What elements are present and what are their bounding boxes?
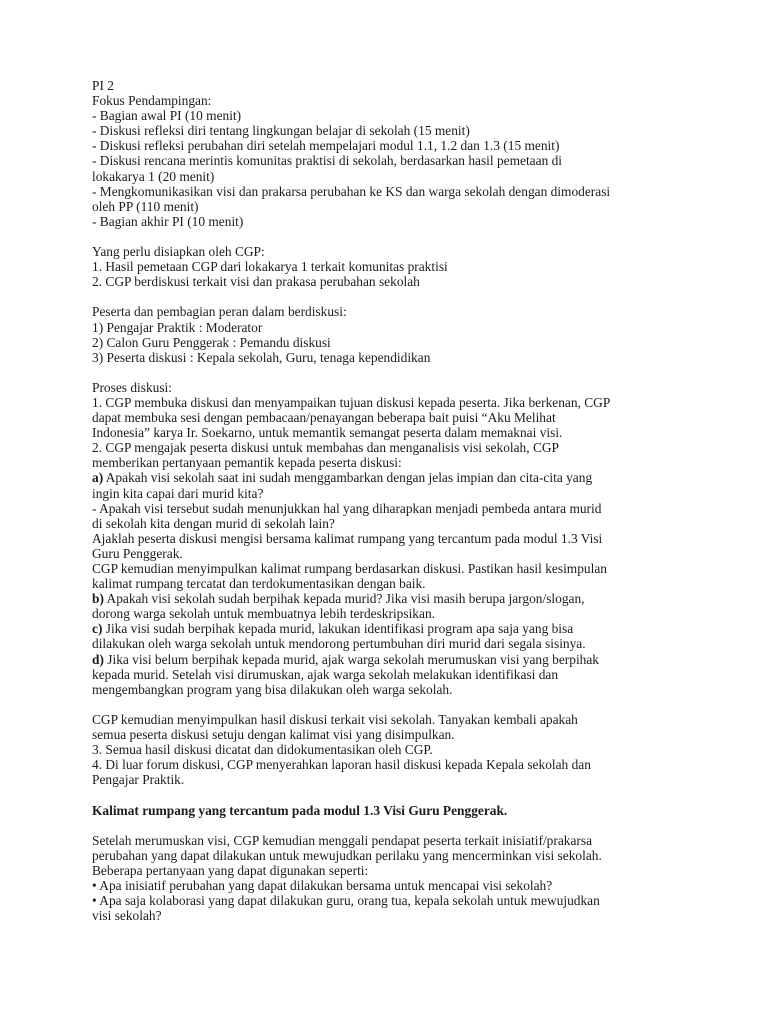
closing-line: Pengajar Praktik.: [92, 772, 185, 788]
question-d-marker: d): [92, 651, 104, 667]
paragraph-gap: [92, 289, 692, 304]
question-d: [92, 652, 692, 667]
kalimat-bullet: • Apa saja kolaborasi yang dapat dilakukan guru, orang tua, kepala sekolah untuk mewujudkan: [92, 893, 600, 909]
process-line: mengembangkan program yang bisa dilakukan oleh warga sekolah.: [92, 681, 453, 697]
process-line: Indonesia” karya Ir. Soekarno, untuk memantik semangat peserta dalam memaknai visi.: [92, 425, 563, 441]
process-line: 2. CGP mengajak peserta diskusi untuk membahas dan menganalisis visi sekolah, CGP: [92, 440, 559, 456]
focus-item: oleh PP (110 menit): [92, 198, 199, 214]
prep-item: 2. CGP berdiskusi terkait visi dan prakasa perubahan sekolah: [92, 274, 420, 290]
focus-item: - Bagian akhir PI (10 menit): [92, 213, 244, 229]
focus-item: - Diskusi rencana merintis komunitas praktisi di sekolah, berdasarkan hasil pemetaan di: [92, 153, 563, 169]
focus-item: lokakarya 1 (20 menit): [92, 168, 215, 184]
paragraph-gap: [92, 818, 692, 833]
process-line: kepada murid. Setelah visi dirumuskan, ajak warga sekolah melakukan identifikasi dan: [92, 666, 559, 682]
process-heading: Proses diskusi:: [92, 379, 172, 395]
question-a-marker: a): [92, 470, 104, 486]
process-line: dilakukan oleh warga sekolah untuk mendorong pertumbuhan diri murid dari segala sisinya.: [92, 636, 586, 652]
closing-line: CGP kemudian menyimpulkan hasil diskusi terkait visi sekolah. Tanyakan kembali apakah: [92, 711, 578, 727]
kalimat-bullet: • Apa inisiatif perubahan yang dapat dilakukan bersama untuk mencapai visi sekolah?: [92, 877, 553, 893]
kalimat-line: Beberapa pertanyaan yang dapat digunakan seperti:: [92, 862, 369, 878]
prep-heading: Yang perlu disiapkan oleh CGP:: [92, 244, 265, 260]
focus-item: - Diskusi refleksi perubahan diri setelah mempelajari modul 1.1, 1.2 dan 1.3 (15 menit): [92, 138, 560, 154]
question-c: [92, 621, 692, 636]
focus-heading: Fokus Pendampingan:: [92, 93, 212, 109]
kalimat-line: visi sekolah?: [92, 908, 162, 924]
question-b-text: Apakah visi sekolah sudah berpihak kepada murid? Jika visi masih berupa jargon/slogan,: [103, 591, 585, 607]
question-a-text: Apakah visi sekolah saat ini sudah menggambarkan dengan jelas impian dan cita-cita yang: [103, 470, 593, 486]
process-line: kalimat rumpang tercatat dan terdokumentasikan dengan baik.: [92, 576, 426, 592]
kalimat-heading: Kalimat rumpang yang tercantum pada modul 1.3 Visi Guru Penggerak.: [92, 802, 508, 818]
closing-line: 4. Di luar forum diskusi, CGP menyerahkan laporan hasil diskusi kepada Kepala sekolah dan: [92, 757, 591, 773]
kalimat-line: Setelah merumuskan visi, CGP kemudian menggali pendapat peserta terkait inisiatif/prakarsa: [92, 832, 593, 848]
process-line: dorong warga sekolah untuk membuatnya lebih terdeskripsikan.: [92, 606, 435, 622]
focus-item: - Bagian awal PI (10 menit): [92, 108, 242, 124]
document-title: PI 2: [92, 78, 114, 93]
focus-item: - Diskusi refleksi diri tentang lingkungan belajar di sekolah (15 menit): [92, 123, 470, 139]
paragraph-gap: [92, 365, 692, 380]
process-line: dapat membuka sesi dengan pembacaan/penayangan beberapa bait puisi “Aku Melihat: [92, 410, 556, 426]
process-line: di sekolah kita dengan murid di sekolah lain?: [92, 515, 335, 531]
process-line: memberikan pertanyaan pemantik kepada peserta diskusi:: [92, 455, 402, 471]
closing-line: semua peserta diskusi setuju dengan kalimat visi yang disimpulkan.: [92, 727, 455, 743]
question-d-text: Jika visi belum berpihak kepada murid, ajak warga sekolah merumuskan visi yang berpihak: [103, 651, 599, 667]
process-line: Guru Penggerak.: [92, 545, 183, 561]
process-line: 1. CGP membuka diskusi dan menyampaikan tujuan diskusi kepada peserta. Jika berkenan, CGP: [92, 394, 611, 410]
paragraph-gap: [92, 229, 692, 244]
process-line: ingin kita capai dari murid kita?: [92, 485, 264, 501]
closing-line: 3. Semua hasil diskusi dicatat dan didokumentasikan oleh CGP.: [92, 742, 433, 758]
roles-heading: Peserta dan pembagian peran dalam berdiskusi:: [92, 304, 347, 320]
role-item: 3) Peserta diskusi : Kepala sekolah, Guru, tenaga kependidikan: [92, 349, 431, 365]
question-b-marker: b): [92, 591, 104, 607]
kalimat-line: perubahan yang dapat dilakukan untuk mewujudkan perilaku yang mencerminkan visi sekolah.: [92, 847, 602, 863]
role-item: 2) Calon Guru Penggerak : Pemandu diskusi: [92, 334, 331, 350]
question-b: [92, 591, 692, 606]
paragraph-gap: [92, 697, 692, 712]
question-c-text: Jika visi sudah berpihak kepada murid, lakukan identifikasi program apa saja yang bisa: [102, 621, 574, 637]
focus-item: - Mengkomunikasikan visi dan prakarsa perubahan ke KS dan warga sekolah dengan dimoderasi: [92, 183, 611, 199]
question-c-marker: c): [92, 621, 103, 637]
process-line: CGP kemudian menyimpulkan kalimat rumpang berdasarkan diskusi. Pastikan hasil kesimpulan: [92, 561, 607, 576]
process-line: - Apakah visi tersebut sudah menunjukkan hal yang diharapkan menjadi pembeda antara murid: [92, 500, 602, 516]
question-a: [92, 470, 692, 485]
paragraph-gap: [92, 787, 692, 802]
prep-item: 1. Hasil pemetaan CGP dari lokakarya 1 terkait komunitas praktisi: [92, 259, 448, 275]
document-page: [92, 78, 692, 923]
role-item: 1) Pengajar Praktik : Moderator: [92, 319, 263, 335]
process-line: Ajaklah peserta diskusi mengisi bersama kalimat rumpang yang tercantum pada modul 1.3 Visi: [92, 530, 603, 546]
